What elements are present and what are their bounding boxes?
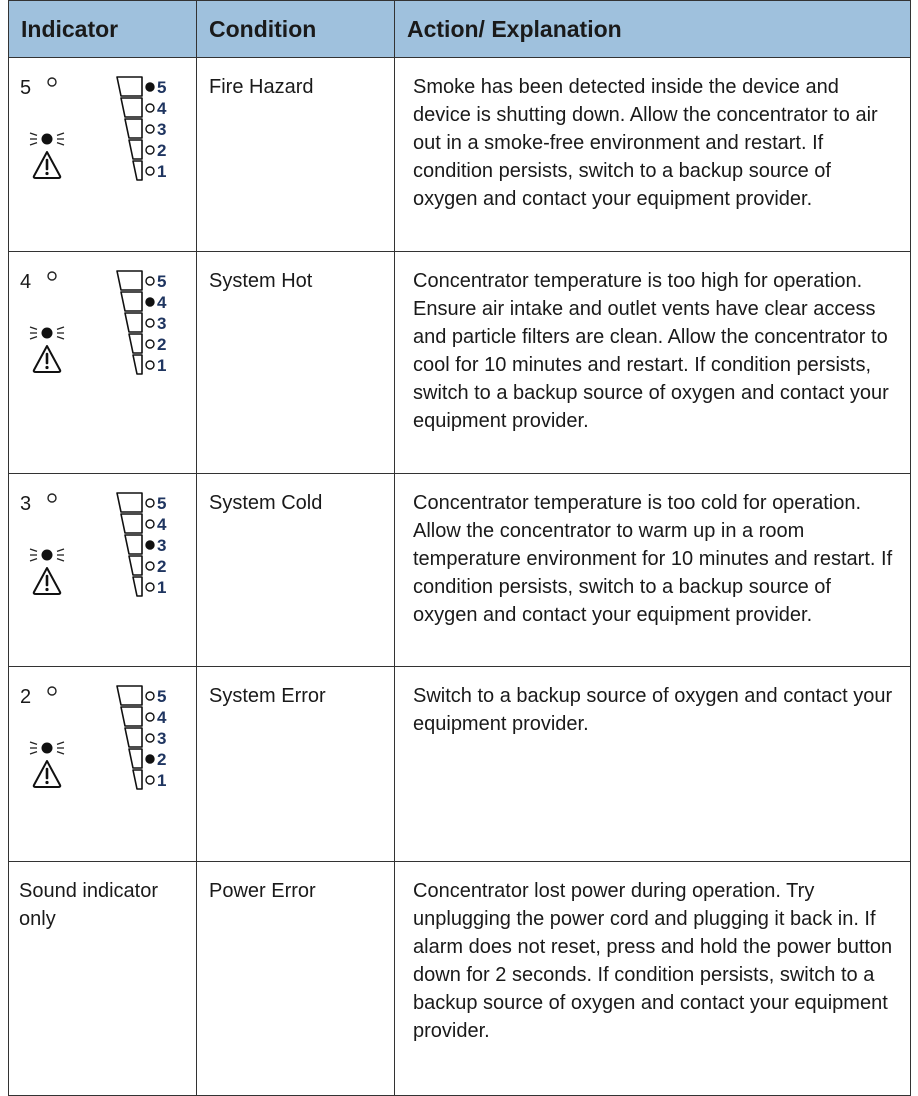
level-bar	[129, 334, 142, 353]
level-number: 5	[157, 494, 167, 513]
level-bars-icon	[117, 686, 167, 790]
level-bar	[125, 119, 142, 138]
level-dot	[146, 583, 154, 591]
level-number: 1	[157, 771, 167, 790]
level-number: 1	[157, 356, 167, 375]
alarm-table	[8, 0, 911, 1096]
table-row	[9, 252, 911, 474]
indicator-graphic	[9, 252, 197, 473]
level-bar	[121, 514, 142, 533]
level-number: 2	[157, 141, 167, 160]
indicator-cell	[9, 58, 197, 252]
level-dot	[146, 125, 154, 133]
table-row	[9, 667, 911, 862]
level-bar	[121, 707, 142, 726]
indicator-number: 5	[20, 77, 32, 99]
level-number: 5	[157, 687, 167, 706]
level-number: 5	[157, 272, 167, 291]
level-number: 1	[157, 578, 167, 597]
table-row	[9, 58, 911, 252]
indicator-svg	[9, 252, 197, 412]
action-cell: Switch to a backup source of oxygen and contact your equipment provider.	[395, 667, 911, 862]
level-number: 1	[157, 162, 167, 181]
level-dot	[146, 776, 154, 784]
level-dot	[146, 734, 154, 742]
level-bars-icon	[117, 493, 167, 597]
alert-light-icon	[30, 742, 64, 754]
level-number: 4	[157, 99, 167, 118]
status-led-icon	[48, 272, 56, 280]
header-condition: Condition	[197, 1, 395, 58]
indicator-graphic	[9, 667, 197, 861]
alert-light-icon	[30, 327, 64, 339]
indicator-number: 3	[20, 493, 32, 515]
condition-cell: Fire Hazard	[197, 58, 395, 252]
status-led-icon	[48, 494, 56, 502]
level-dot	[146, 692, 154, 700]
level-bar	[125, 535, 142, 554]
status-led-icon	[48, 78, 56, 86]
level-dot	[146, 361, 154, 369]
level-bar	[121, 292, 142, 311]
level-bar	[125, 728, 142, 747]
action-cell: Concentrator temperature is too cold for operation. Allow the concentrator to warm up in a room temperature environment for 10 minutes and restart. If condition persists, switch to a backup source of oxygen and contact your equipment provider.	[395, 474, 911, 667]
level-number: 4	[157, 293, 167, 312]
level-bar	[133, 355, 142, 374]
header-indicator: Indicator	[9, 1, 197, 58]
level-bars-icon	[117, 77, 167, 181]
indicator-text: Sound indicator only	[19, 880, 158, 930]
condition-cell: System Hot	[197, 252, 395, 474]
level-number: 4	[157, 515, 167, 534]
indicator-cell	[9, 252, 197, 474]
level-number: 2	[157, 557, 167, 576]
level-dot	[146, 167, 154, 175]
condition-cell: Power Error	[197, 862, 395, 1096]
level-bar	[133, 577, 142, 596]
level-bar	[125, 313, 142, 332]
action-cell: Smoke has been detected inside the device and device is shutting down. Allow the concentrator to air out in a smoke-free environment and restart. If condition persists, switch to a backup source of oxygen and contact your equipment provider.	[395, 58, 911, 252]
level-bar	[133, 770, 142, 789]
indicator-cell	[9, 667, 197, 862]
level-dot	[146, 562, 154, 570]
header-action: Action/ Explanation	[395, 1, 911, 58]
alert-light-icon	[30, 133, 64, 145]
status-led-icon	[48, 687, 56, 695]
level-number: 3	[157, 120, 167, 139]
warning-triangle-icon	[34, 346, 61, 372]
warning-triangle-icon	[34, 568, 61, 594]
level-bars-icon	[117, 271, 167, 375]
level-dot	[146, 83, 154, 91]
indicator-svg	[9, 58, 197, 218]
level-bar	[121, 98, 142, 117]
level-number: 3	[157, 536, 167, 555]
level-dot	[146, 541, 154, 549]
level-dot	[146, 713, 154, 721]
level-dot	[146, 520, 154, 528]
level-bar	[129, 140, 142, 159]
condition-cell: System Error	[197, 667, 395, 862]
level-dot	[146, 499, 154, 507]
alert-light-icon	[30, 549, 64, 561]
level-bar	[117, 686, 142, 705]
action-cell: Concentrator lost power during operation. Try unplugging the power cord and plugging it back in. If alarm does not reset, press and hold the power button down for 2 seconds. If condition persists, switch to a backup source of oxygen and contact your equipment provider.	[395, 862, 911, 1096]
action-cell: Concentrator temperature is too high for operation. Ensure air intake and outlet vents have clear access and particle filters are clean. Allow the concentrator to cool for 10 minutes and restart. If condition persists, switch to a backup source of oxygen and contact your equipment provider.	[395, 252, 911, 474]
indicator-graphic	[9, 58, 197, 251]
level-dot	[146, 277, 154, 285]
indicator-svg	[9, 667, 197, 827]
level-number: 3	[157, 314, 167, 333]
header-row	[9, 1, 911, 58]
level-dot	[146, 104, 154, 112]
level-bar	[129, 749, 142, 768]
level-number: 3	[157, 729, 167, 748]
level-number: 2	[157, 335, 167, 354]
level-number: 2	[157, 750, 167, 769]
table-row	[9, 862, 911, 1096]
level-dot	[146, 146, 154, 154]
table-row	[9, 474, 911, 667]
indicator-number: 2	[20, 686, 32, 708]
warning-triangle-icon	[34, 152, 61, 178]
level-dot	[146, 298, 154, 306]
level-dot	[146, 319, 154, 327]
level-bar	[133, 161, 142, 180]
warning-triangle-icon	[34, 761, 61, 787]
level-dot	[146, 755, 154, 763]
level-bar	[117, 271, 142, 290]
indicator-cell	[9, 474, 197, 667]
level-bar	[129, 556, 142, 575]
indicator-cell	[9, 862, 197, 1096]
condition-cell: System Cold	[197, 474, 395, 667]
indicator-graphic	[9, 474, 197, 666]
indicator-number: 4	[20, 271, 32, 293]
level-bar	[117, 77, 142, 96]
level-bar	[117, 493, 142, 512]
indicator-svg	[9, 474, 197, 634]
level-dot	[146, 340, 154, 348]
level-number: 5	[157, 78, 167, 97]
level-number: 4	[157, 708, 167, 727]
